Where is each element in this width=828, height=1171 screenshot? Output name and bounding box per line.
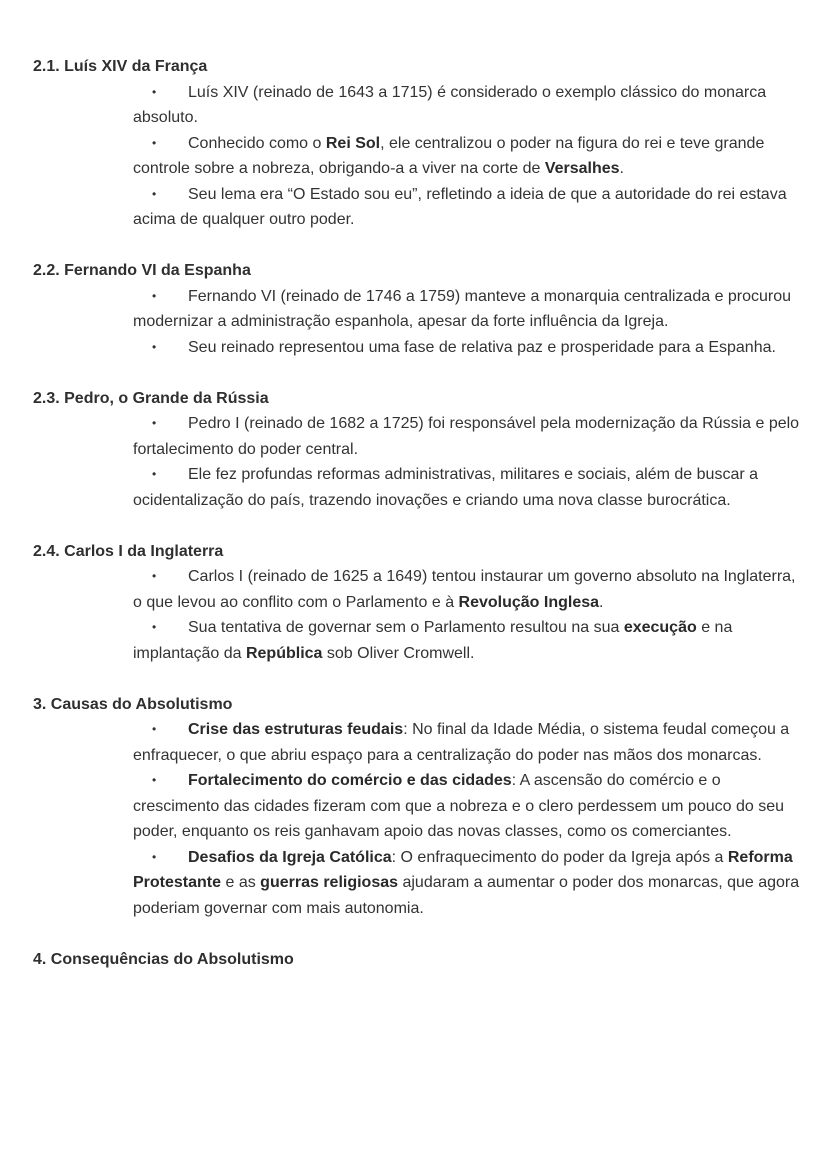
bold-text: guerras religiosas bbox=[260, 874, 399, 891]
text-segment: Seu lema era “O Estado sou eu”, refletindo a ideia de que a autoridade do rei estava acima de qualquer outro poder. bbox=[133, 185, 787, 228]
bullet-icon: • bbox=[152, 849, 157, 864]
bullet-item bbox=[133, 717, 801, 768]
bullet-item bbox=[133, 845, 801, 922]
bullet-icon: • bbox=[152, 288, 157, 303]
bullet-item bbox=[133, 768, 801, 845]
bullet-icon: • bbox=[152, 467, 157, 481]
text-segment: e as bbox=[221, 874, 261, 891]
bold-text: Desafios da Igreja Católica bbox=[188, 848, 392, 866]
bullet-icon: • bbox=[152, 722, 157, 736]
bullet-item bbox=[133, 564, 801, 615]
bullet-icon: • bbox=[152, 620, 157, 634]
text-segment: Ele fez profundas reformas administrativas, militares e sociais, além de buscar a ocidentalização do país, trazendo inovações e criando uma nova classe burocrática. bbox=[133, 466, 759, 509]
section-heading: 4. Consequências do Absolutismo bbox=[33, 950, 294, 968]
section-heading: 2.2. Fernando VI da Espanha bbox=[33, 262, 251, 279]
document-body bbox=[0, 54, 828, 998]
text-segment: e na implantação da bbox=[133, 619, 733, 662]
bullet-icon: • bbox=[152, 773, 157, 787]
bold-text: Versalhes bbox=[544, 160, 620, 177]
bold-text: Fortalecimento do comércio e das cidades bbox=[188, 772, 512, 789]
text-segment: Sua tentativa de governar sem o Parlamento resultou na sua bbox=[188, 619, 624, 636]
text-segment: : O enfraquecimento do poder da Igreja após a bbox=[391, 848, 728, 866]
text-segment: . bbox=[599, 593, 604, 611]
bullet-item bbox=[133, 182, 801, 233]
document-section bbox=[0, 947, 828, 973]
bullet-item bbox=[133, 284, 801, 335]
text-segment: Seu reinado representou uma fase de relativa paz e prosperidade para a Espanha. bbox=[188, 338, 776, 356]
section-heading: 3. Causas do Absolutismo bbox=[33, 695, 233, 713]
bullet-item bbox=[133, 131, 801, 182]
text-segment: Conhecido como o bbox=[188, 134, 326, 152]
text-segment: , ele centralizou o poder na figura do rei e teve grande controle sobre a nobreza, obrigando-a a viver na corte de bbox=[133, 134, 765, 177]
document-section bbox=[0, 258, 828, 360]
section-heading: 2.4. Carlos I da Inglaterra bbox=[33, 542, 224, 560]
text-segment: Carlos I (reinado de 1625 a 1649) tentou instaurar um governo absoluto na Inglaterra, o que levou ao conflito com o Parlamento e à bbox=[133, 568, 796, 611]
text-segment: sob Oliver Cromwell. bbox=[322, 644, 475, 662]
text-segment: Pedro I (reinado de 1682 a 1725) foi responsável pela modernização da Rússia e pelo fortalecimento do poder central. bbox=[133, 415, 800, 458]
bullet-item bbox=[133, 615, 801, 666]
bullet-item bbox=[133, 80, 801, 131]
text-segment: Fernando VI (reinado de 1746 a 1759) manteve a monarquia centralizada e procurou modernizar a administração espanhola, apesar da forte influência da Igreja. bbox=[133, 287, 792, 330]
bullet-item bbox=[133, 462, 801, 513]
bullet-icon: • bbox=[152, 135, 157, 150]
text-segment: ajudaram a aumentar o poder dos monarcas, que agora poderiam governar com mais autonomia. bbox=[133, 874, 800, 917]
text-segment: : A ascensão do comércio e o crescimento das cidades fizeram com que a nobreza e o clero perdessem um pouco do seu poder, enquanto os reis ganhavam apoio das novas classes, como os comerciantes. bbox=[133, 772, 785, 840]
text-segment: : No final da Idade Média, o sistema feudal começou a enfraquecer, o que abriu espaço para a centralização do poder nas mãos dos monarcas. bbox=[133, 721, 790, 764]
bold-text: Reforma Protestante bbox=[133, 848, 793, 891]
bold-text: República bbox=[245, 644, 323, 662]
bold-text: Rei Sol bbox=[325, 134, 381, 152]
text-segment: . bbox=[619, 160, 624, 177]
document-section bbox=[0, 539, 828, 667]
section-heading: 2.1. Luís XIV da França bbox=[33, 58, 208, 75]
bullet-item bbox=[133, 335, 801, 361]
section-heading: 2.3. Pedro, o Grande da Rússia bbox=[33, 389, 269, 407]
bullet-icon: • bbox=[152, 569, 157, 583]
document-section bbox=[0, 54, 828, 233]
bullet-icon: • bbox=[152, 186, 157, 201]
bullet-icon: • bbox=[152, 416, 157, 430]
bold-text: Crise das estruturas feudais bbox=[188, 721, 404, 738]
bold-text: execução bbox=[623, 619, 697, 636]
bullet-icon: • bbox=[152, 84, 157, 99]
bold-text: Revolução Inglesa bbox=[458, 593, 600, 611]
document-section bbox=[0, 386, 828, 514]
bullet-item bbox=[133, 411, 801, 462]
text-segment: Luís XIV (reinado de 1643 a 1715) é considerado o exemplo clássico do monarca absoluto. bbox=[133, 83, 767, 126]
document-section bbox=[0, 692, 828, 922]
bullet-icon: • bbox=[152, 339, 157, 354]
